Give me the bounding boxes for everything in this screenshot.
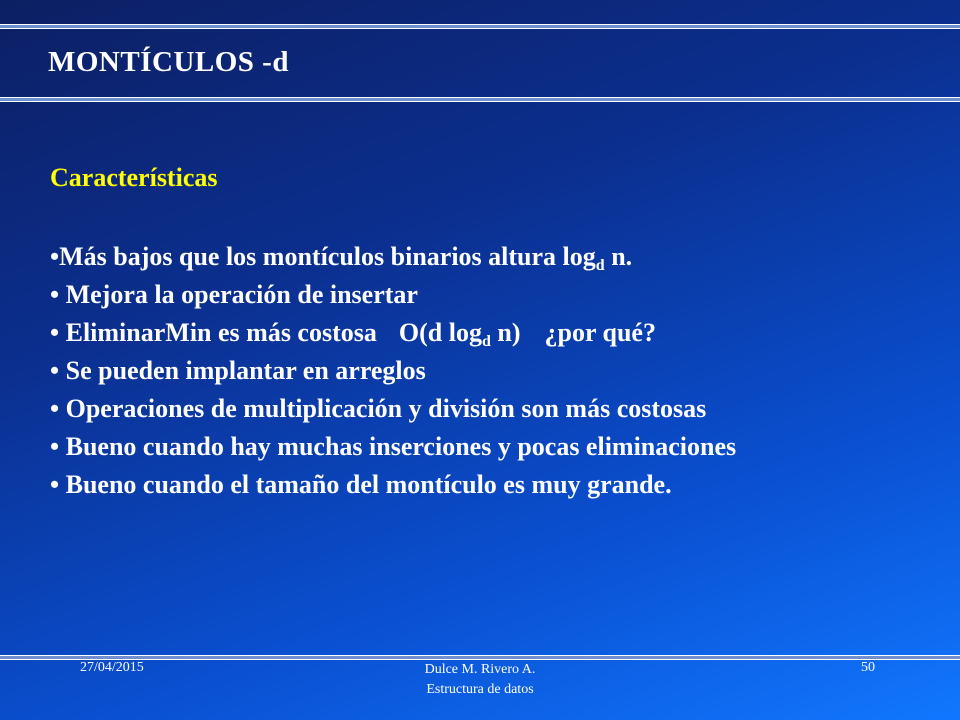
footer-author [380, 660, 580, 700]
header-rule-bottom [0, 97, 960, 102]
bullet-item-arrays: • Se pueden implantar en arreglos [50, 356, 426, 385]
footer-course-name: Estructura de datos [426, 682, 534, 697]
section-heading: Características [50, 163, 218, 192]
bullet-item-operations: • Operaciones de multiplicación y división son más costosas [50, 394, 707, 423]
header-rule-top [0, 24, 960, 29]
footer-author-name: Dulce M. Rivero A. [424, 662, 536, 677]
bullet-list [50, 238, 736, 504]
footer-date: 27/04/2015 [80, 660, 144, 675]
bullet-item-large-heap: • Bueno cuando el tamaño del montículo es muy grande. [50, 470, 672, 499]
bullet-item-insertions: • Bueno cuando hay muchas inserciones y pocas eliminaciones [50, 432, 737, 461]
page-number: 50 [861, 660, 875, 675]
bullet-item-insert: • Mejora la operación de insertar [50, 280, 418, 309]
slide-title: MONTÍCULOS -d [48, 46, 289, 78]
bullet-item-deletemin: • EliminarMin es más costosa O(d $\log_d n$) ¿por qué? [50, 318, 656, 350]
bullet-item-height: •Más bajos que los montículos binarios altura $\log_d n$. [50, 242, 633, 274]
